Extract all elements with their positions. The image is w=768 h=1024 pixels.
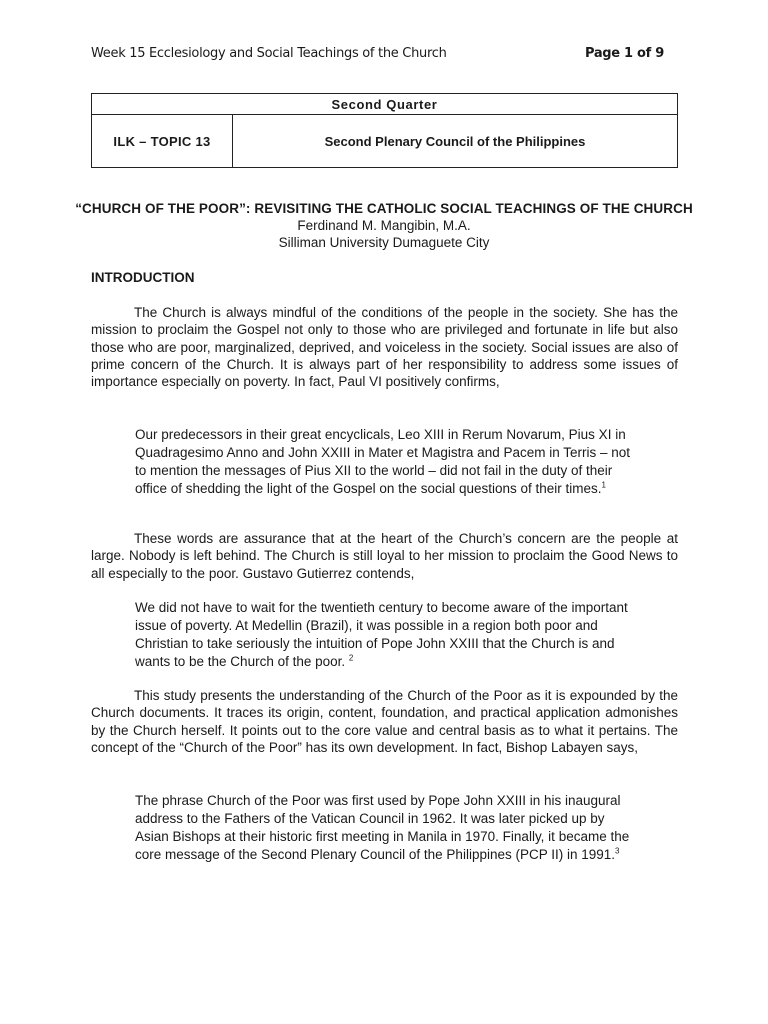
section-heading-introduction: INTRODUCTION [91,270,195,285]
page-of: of [632,46,656,61]
footnote-ref-3: 3 [615,846,620,856]
footnote-ref-1: 1 [601,480,606,490]
paragraph-2: These words are assurance that at the heart of the Church’s concern are the people at large. Nobody is left behind. The Church is still loyal to her mission to proclaim the Good News to all especially to the poor. Gustavo Gutierrez contends, [91,531,678,581]
author-affiliation: Silliman University Dumaguete City [278,235,490,250]
paragraph-3: This study presents the understanding of the Church of the Poor as it is expounded by the Church documents. It traces its origin, content, foundation, and practical application admonishes by the Church herself. It points out to the core value and central basis as to what it pertains. The concept of the “Church of the Poor” has its own development. In fact, Bishop Labayen says, [91,688,678,755]
page-number [585,46,664,61]
block-quote-2-text: We did not have to wait for the twentieth century to become aware of the important issue of poverty. At Medellin (Brazil), it was possible in a region both poor and Christian to take seriously the intuition of Pope John XXIII that the Church is and wants to be the Church of the poor. [135,600,628,669]
footnote-ref-2: 2 [348,653,354,663]
page-total: 9 [655,46,664,61]
quarter-cell: Second Quarter [92,94,678,115]
page-current: 1 [624,46,633,61]
paragraph-1: The Church is always mindful of the conditions of the people in the society. She has the mission to proclaim the Gospel not only to those who are privileged and fortunate in life but also those who are poor, marginalized, deprived, and voiceless in the society. Social issues are also of prime concern of the Church. It is always part of her responsibility to address some issues of importance especially on poverty. In fact, Paul VI positively confirms, [91,305,678,390]
topic-cell: ILK – TOPIC 13 [92,115,233,168]
page-header [91,46,664,61]
block-quote-3 [135,792,635,864]
page-label: Page [584,46,625,61]
block-quote-1-text: Our predecessors in their great encyclicals, Leo XIII in Rerum Novarum, Pius XI in Quadragesimo Anno and John XXIII in Mater et Magistra and Pacem in Terris – not to mention the messages of Pius XII to the world – did not fail in the duty of their office of shedding the light of the Gospel on the social questions of their times. [135,427,631,496]
topic-table [91,93,678,168]
block-quote-1 [135,426,635,498]
block-quote-3-text: The phrase Church of the Poor was first used by Pope John XXIII in his inaugural address to the Fathers of the Vatican Council in 1962. It was later picked up by Asian Bishops at their historic first meeting in Manila in 1970. Finally, it became the core message of the Second Plenary Council of the Philippines (PCP II) in 1991. [135,793,630,862]
title-block [60,200,708,251]
course-title: Week 15 Ecclesiology and Social Teachings of the Church [91,46,447,61]
document-title: “CHURCH OF THE POOR”: REVISITING THE CATHOLIC SOCIAL TEACHINGS OF THE CHURCH [75,201,693,216]
block-quote-2 [135,599,635,671]
subject-cell: Second Plenary Council of the Philippines [233,115,678,168]
author-name: Ferdinand M. Mangibin, M.A. [297,218,471,233]
